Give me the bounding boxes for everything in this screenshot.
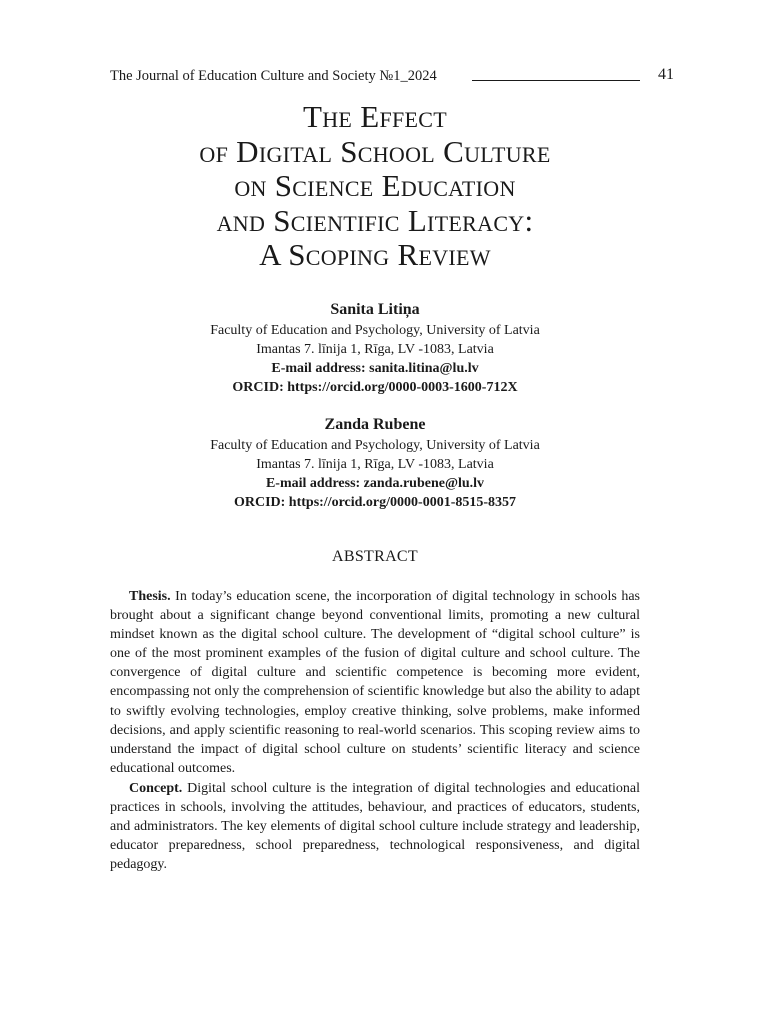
author-block — [110, 299, 640, 397]
article-title — [80, 100, 670, 273]
paragraph-lead: Thesis. — [129, 589, 171, 604]
author-address: Imantas 7. līnija 1, Rīga, LV -1083, Latvia — [256, 457, 494, 472]
author-address: Imantas 7. līnija 1, Rīga, LV -1083, Latvia — [256, 342, 494, 357]
abstract-paragraph-thesis — [110, 587, 640, 778]
author-name: Zanda Rubene — [324, 416, 426, 433]
author-orcid: ORCID: https://orcid.org/0000-0001-8515-8357 — [233, 495, 517, 510]
paragraph-text: In today’s education scene, the incorporation of digital technology in schools has brought about a significant change beyond conventional limits, promoting a new cultural mindset known as the digital school culture. The development of “digital school culture” is one of the most prominent examples of the fusion of digital culture and school culture. The convergence of digital culture and scientific competence is becoming more evident, encompassing not only the comprehension of scientific knowledge but also the ability to adapt to swiftly evolving technologies, employ creative thinking, solve problems, make informed decisions, and apply scientific reasoning to real-world scenarios. This scoping review aims to understand the impact of digital school culture on students’ scientific literacy and science educational outcomes. — [110, 589, 640, 776]
page-number: 41 — [658, 66, 674, 83]
title-line: The Effect — [303, 99, 447, 134]
abstract-body — [110, 587, 640, 875]
title-line: on Science Education — [234, 168, 516, 203]
author-block — [110, 414, 640, 512]
author-orcid: ORCID: https://orcid.org/0000-0003-1600-712X — [232, 380, 518, 395]
title-line: of Digital School Culture — [199, 133, 551, 169]
paragraph-lead: Concept. — [129, 780, 183, 796]
header-rule — [472, 80, 640, 81]
author-email: E-mail address: zanda.rubene@lu.lv — [265, 476, 485, 491]
author-affiliation: Faculty of Education and Psychology, University of Latvia — [210, 323, 540, 338]
abstract-paragraph-concept — [110, 779, 640, 874]
abstract-heading: ABSTRACT — [332, 548, 418, 565]
author-affiliation: Faculty of Education and Psychology, University of Latvia — [210, 438, 540, 453]
running-head — [110, 66, 674, 88]
title-line: and Scientific Literacy: — [216, 202, 534, 238]
title-line: A Scoping Review — [259, 237, 491, 272]
author-email: E-mail address: sanita.litina@lu.lv — [271, 361, 479, 376]
author-name: Sanita Litiņa — [330, 301, 420, 318]
paragraph-text: Digital school culture is the integration of digital technologies and educational practices in schools, involving the attitudes, behaviour, and practices of educators, students, and administrators. The key elements of digital school culture include strategy and leadership, educator preparedness, school preparedness, technological responsiveness, and digital pedagogy. — [110, 780, 641, 873]
journal-name: The Journal of Education Culture and Society №1_2024 — [110, 68, 437, 84]
